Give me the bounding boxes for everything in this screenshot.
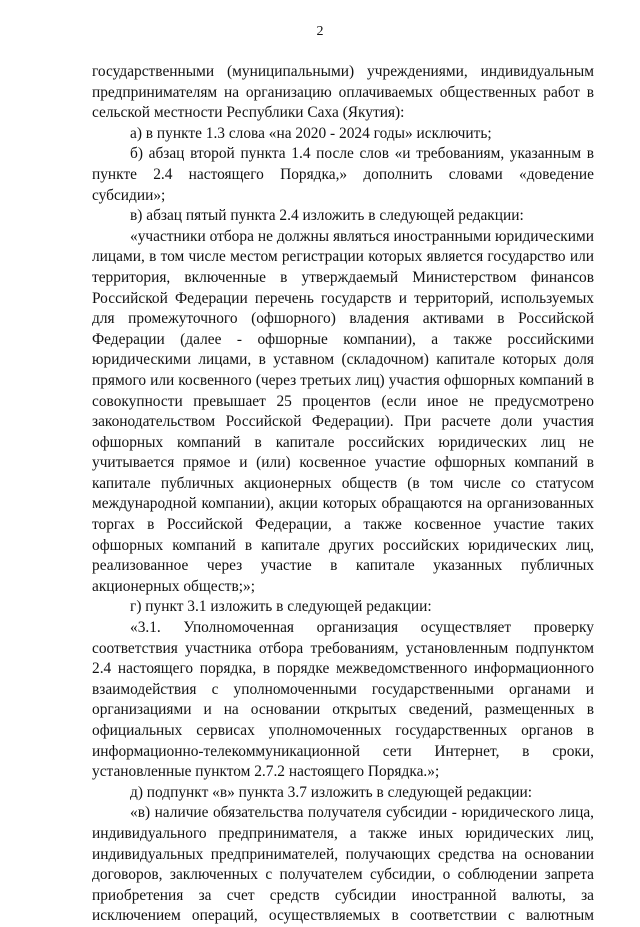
paragraph-quote-participants: «участники отбора не должны являться иностранными юридическими лицами, в том числе местом регистрации которых является государство или территория, включенные в утверждаемый Министерством финансов Российской Федерации перечень государств и территорий, используемых для промежуточного (офшорного) владения активами в Российской Федерации (далее - офшорные компании), а также российскими юридическими лицами, в уставном (складочном) капитале которых доля прямого или косвенного (через третьих лиц) участия офшорных компаний в совокупности превышает 25 процентов (если иное не предусмотрено законодательством Российской Федерации). При расчете доли участия офшорных компаний в капитале российских юридических лиц не учитывается прямое и (или) косвенное участие офшорных компаний в капитале публичных акционерных обществ (в том числе со статусом международной компании), акции которых обращаются на организованных торгах в Российской Федерации, а также косвенное участие таких офшорных компаний в капитале других российских юридических лиц, реализованное через участие в капитале указанных публичных акционерных обществ;»; [92,227,594,595]
paragraph-quote-v: «в) наличие обязательства получателя субсидии - юридического лица, индивидуального предпринимателя, а также иных юридических лиц, индивидуальных предпринимателей, получающих средства на основании договоров, заключенных с получателем субсидии, о соблюдении запрета приобретения за счет средств субсидии иностранной валюты, за исключением операций, осуществляемых в соответствии с валютным [92,804,594,925]
paragraph-item-g: г) пункт 3.1 изложить в следующей редакции: [130,598,432,616]
paragraph-item-b: б) абзац второй пункта 1.4 после слов «и требованиям, указанным в пункте 2.4 настоящего Порядка,» дополнить словами «доведение субсидии»; [92,145,594,204]
document-body [92,62,594,927]
page-number: 2 [316,24,324,39]
paragraph-quote-3-1: «3.1. Уполномоченная организация осуществляет проверку соответствия участника отбора требованиям, установленным подпунктом 2.4 настоящего порядка, в порядке межведомственного информационного взаимодействия с уполномоченными государственными органами и организациями и на основании открытых сведений, размещенных в официальных сервисах уполномоченных государственных органов в информационно-телекоммуникационной сети Интернет, в сроки, установленные пунктом 2.7.2 настоящего Порядка.»; [92,619,594,781]
paragraph-item-v: в) абзац пятый пункта 2.4 изложить в следующей редакции: [130,207,524,225]
paragraph-item-a: а) в пункте 1.3 слова «на 2020 - 2024 годы» исключить; [130,124,492,142]
paragraph-intro: государственными (муниципальными) учреждениями, индивидуальным предпринимателям на организацию оплачиваемых общественных работ в сельской местности Республики Саха (Якутия): [92,63,594,122]
paragraph-item-d: д) подпункт «в» пункта 3.7 изложить в следующей редакции: [130,783,533,801]
